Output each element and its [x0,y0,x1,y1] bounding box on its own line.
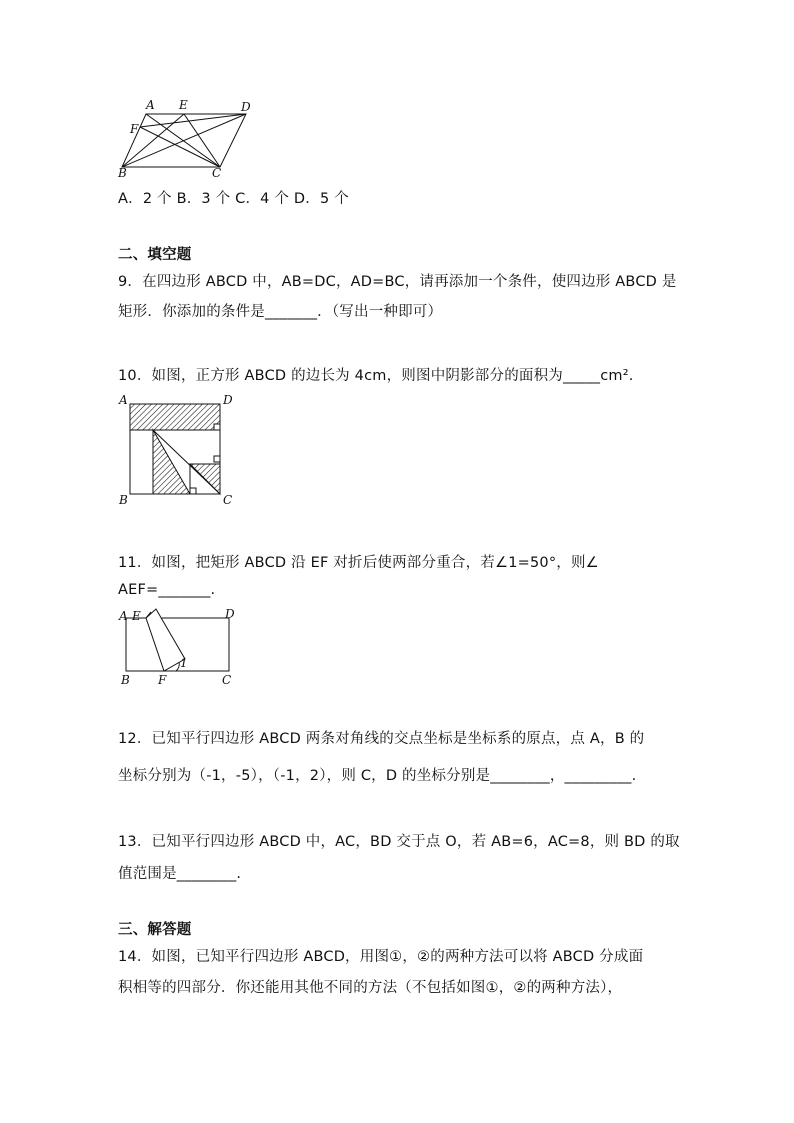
q8-label-b: B [118,166,127,180]
q8-label-e: E [179,98,188,112]
section-fill-in-title: 二、填空题 [118,247,192,263]
section-answer-title: 三、解答题 [118,922,192,938]
q10-label-d: D [223,393,233,407]
q9-line-2: 矩形．你添加的条件是_______．（写出一种即可） [118,304,443,320]
q11-line-2: AEF=_______. [118,582,216,598]
q14-line-2: 积相等的四部分．你还能用其他不同的方法（不包括如图①，②的两种方法）， [118,980,623,996]
q14-line-1: 14．如图，已知平行四边形 ABCD，用图①，②的两种方法可以将 ABCD 分成面 [118,949,644,965]
q8-label-c: C [212,166,222,180]
q10-label-b: B [119,493,128,507]
q13-line-1: 13．已知平行四边形 ABCD 中，AC，BD 交于点 O，若 AB=6，AC=8，则 BD 的取 [118,834,680,850]
q11-label-d: D [225,607,235,621]
q8-parallelogram-figure [118,96,258,178]
q10-label-c: C [223,493,233,507]
q11-label-f: F [158,673,167,687]
q10-square-figure [118,392,243,512]
q11-line-1: 11．如图，把矩形 ABCD 沿 EF 对折后使两部分重合，若∠1=50°，则∠ [118,555,599,571]
q10-line-1: 10．如图，正方形 ABCD 的边长为 4cm，则图中阴影部分的面积为_____cm². [118,368,634,384]
q12-line-1: 12．已知平行四边形 ABCD 两条对角线的交点坐标是坐标系的原点，点 A，B 的 [118,731,645,747]
q11-label-c: C [222,673,232,687]
q11-label-b: B [121,673,130,687]
q10-label-a: A [119,393,128,407]
q8-label-f: F [130,122,139,136]
q8-options: A．2 个 B．3 个 C．4 个 D．5 个 [118,191,349,207]
q11-fold-figure [118,604,243,686]
q11-label-a: A [119,609,128,623]
q11-label-angle-1: 1 [180,656,188,670]
q13-line-2: 值范围是________. [118,866,242,882]
q12-line-2: 坐标分别为（-1，-5），（-1，2），则 C，D 的坐标分别是________，_________. [118,768,637,784]
q9-line-1: 9．在四边形 ABCD 中，AB=DC，AD=BC，请再添加一个条件，使四边形 ABCD 是 [118,274,677,290]
q8-label-d: D [241,100,251,114]
q11-label-e: E [132,609,141,623]
q8-label-a: A [146,98,155,112]
